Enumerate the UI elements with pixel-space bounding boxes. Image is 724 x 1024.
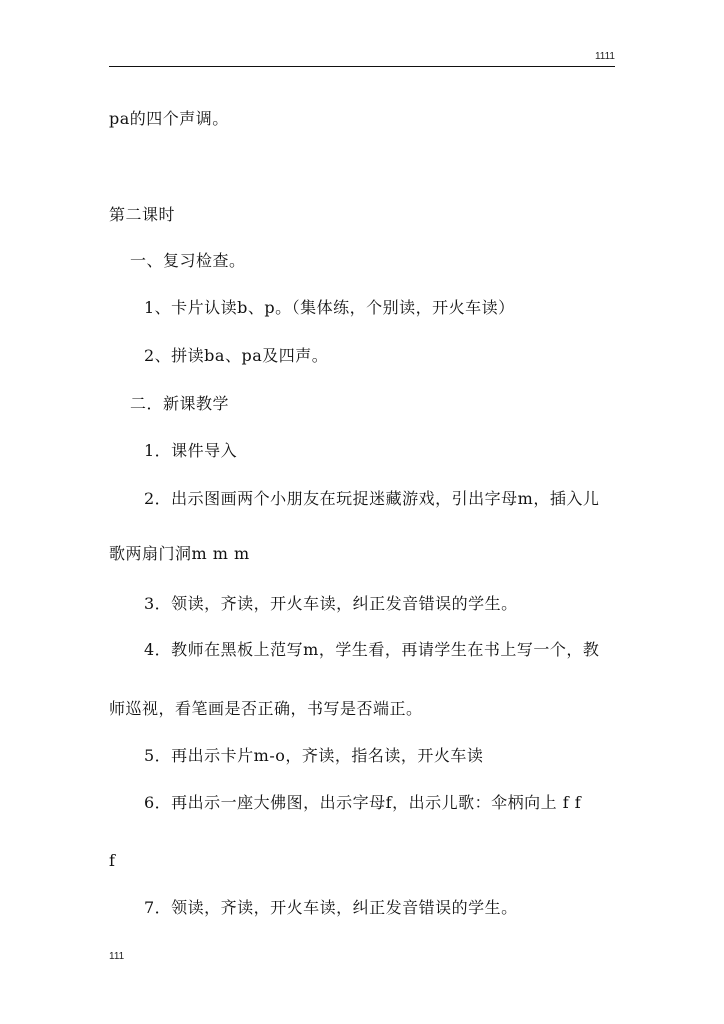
- footer-page-number: 111: [109, 951, 125, 962]
- text-line-6: 二．新课教学: [130, 394, 230, 413]
- text-line-11: 4．教师在黑板上范写m，学生看，再请学生在书上写一个，教: [144, 640, 600, 659]
- text-line-16: 7．领读，齐读，开火车读，纠正发音错误的学生。: [144, 898, 518, 917]
- text-line-15: f: [109, 851, 116, 870]
- header-page-number: 1111: [594, 51, 615, 62]
- text-line-10: 3．领读，齐读，开火车读，纠正发音错误的学生。: [144, 594, 518, 613]
- text-line-4: 1、卡片认读b、p。（集体练，个别读，开火车读）: [144, 298, 515, 317]
- text-line-12: 师巡视，看笔画是否正确，书写是否端正。: [109, 699, 423, 718]
- header-rule: [109, 66, 615, 67]
- text-line-7: 1．课件导入: [144, 441, 238, 460]
- text-line-8: 2．出示图画两个小朋友在玩捉迷藏游戏，引出字母m，插入儿: [144, 489, 600, 508]
- text-line-9: 歌两扇门洞m m m: [109, 544, 250, 563]
- text-line-5: 2、拼读ba、pa及四声。: [144, 346, 329, 365]
- text-line-14: 6．再出示一座大佛图，出示字母f，出示儿歌：伞柄向上 f f: [144, 793, 582, 812]
- text-line-1: pa的四个声调。: [109, 109, 229, 128]
- text-line-2: 第二课时: [109, 205, 176, 224]
- text-line-13: 5．再出示卡片m-o，齐读，指名读，开火车读: [144, 746, 484, 765]
- text-line-3: 一、复习检查。: [130, 251, 246, 270]
